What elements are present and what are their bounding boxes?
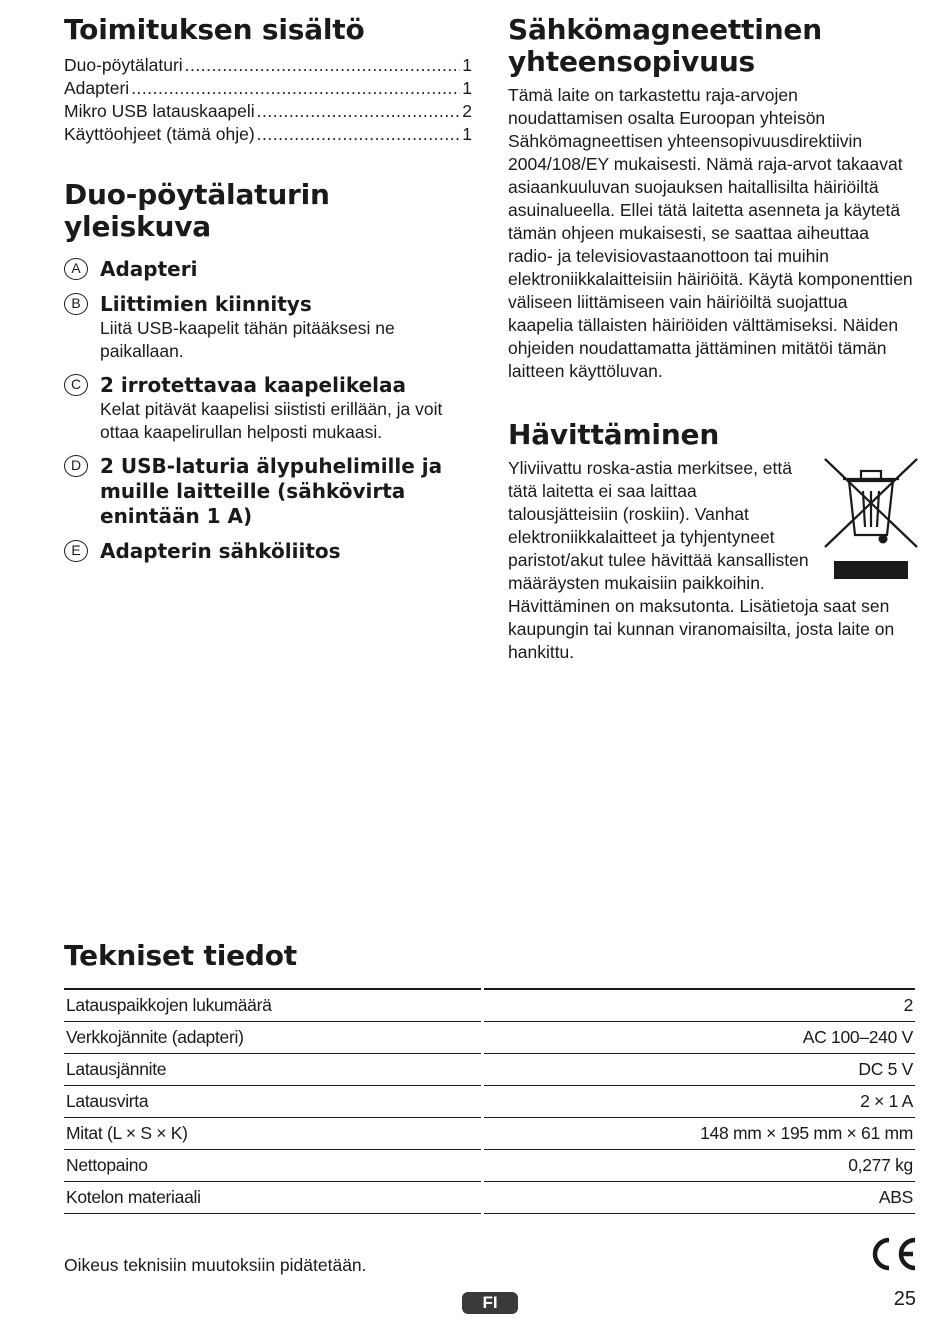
disposal-text: Yliviivattu roska-astia merkitsee, että tätä laitetta ei saa laittaa talousjätteisiin (roskiin). Vanhat elektroniikkalaitteet ja tyhjentyneet paristot/akut tulee hävittää kansallisten määräysten mukaisiin paikkoihin. Hävittäminen on maksutonta. Lisätietoja saat sen kaupungin tai kunnan viranomaisilta, josta laite on hankittu. — [508, 458, 895, 662]
spec-value: ABS — [482, 1182, 915, 1214]
letter-badge: A — [64, 258, 88, 280]
overview-item-title: Adapteri — [100, 257, 198, 281]
overview-item-e — [64, 539, 472, 564]
table-row — [64, 1182, 915, 1214]
spec-key: Verkkojännite (adapteri) — [64, 1022, 482, 1054]
overview-item-title: Adapterin sähköliitos — [100, 539, 341, 563]
spec-value: DC 5 V — [482, 1054, 915, 1086]
spec-key: Latausvirta — [64, 1086, 482, 1118]
contents-item — [64, 77, 472, 100]
tech-section — [64, 940, 915, 1214]
table-row — [64, 1022, 915, 1054]
letter-badge: C — [64, 374, 88, 396]
overview-item-desc: Liitä USB-kaapelit tähän pitääksesi ne paikallaan. — [100, 318, 395, 361]
overview-item-title: 2 USB-laturia älypuhelimille ja muille laitteille (sähkövirta enintään 1 A) — [100, 454, 443, 528]
disposal-title: Hävittäminen — [508, 418, 720, 451]
contents-item-label: Duo-pöytälaturi — [64, 55, 183, 75]
leader-dots — [257, 100, 461, 123]
spec-key: Nettopaino — [64, 1150, 482, 1182]
overview-item-d — [64, 454, 472, 529]
contents-item-label: Mikro USB latauskaapeli — [64, 101, 255, 121]
emc-text: Tämä laite on tarkastettu raja-arvojen noudattamisen osalta Euroopan yhteisön Sähkömagneettisen yhteensopivuusdirektiivin 2004/108/EY mukaisesti. Nämä raja-arvot takaavat asiaankuuluvan suojauksen haitallisilta häiriöiltä asuinalueella. Ellei tätä laitetta asenneta ja käytetä tämän ohjeen mukaisesti, se saattaa aiheuttaa radio- ja televisiovastaanottoon tai muihin elektroniikkalaitteisiin häiriöitä. Käytä komponenttien väliseen liittämiseen vain häiriöiltä suojattua kaapelia tällaisten häiriöiden välttämiseksi. Näiden ohjeiden noudattamatta jättäminen mitätöi tämän laitteen käyttöluvan. — [508, 85, 913, 381]
contents-item-qty: 1 — [462, 78, 472, 98]
contents-list — [64, 54, 472, 146]
ce-mark-icon — [866, 1236, 918, 1272]
spec-key: Mitat (L × S × K) — [64, 1118, 482, 1150]
page-number: 25 — [893, 1288, 916, 1310]
crossed-bin-icon — [821, 455, 921, 585]
spec-key: Latausjännite — [64, 1054, 482, 1086]
spec-value: 2 — [482, 989, 915, 1022]
spec-value: 148 mm × 195 mm × 61 mm — [482, 1118, 915, 1150]
language-badge: FI — [462, 1292, 518, 1314]
spec-value: 0,277 kg — [482, 1150, 915, 1182]
overview-item-title: Liittimien kiinnitys — [100, 292, 312, 316]
disposal-section — [508, 457, 913, 664]
spec-table — [64, 988, 915, 1214]
contents-item-qty: 1 — [462, 124, 472, 144]
table-row — [64, 1150, 915, 1182]
letter-badge: B — [64, 293, 88, 315]
contents-title: Toimituksen sisältö — [64, 13, 365, 46]
contents-item — [64, 123, 472, 146]
table-row — [64, 1086, 915, 1118]
overview-item-desc: Kelat pitävät kaapelisi siististi erillään, ja voit ottaa kaapelirullan helposti mukaasi. — [100, 399, 443, 442]
leader-dots — [185, 54, 461, 77]
right-column — [508, 14, 913, 664]
emc-title: Sähkömagneettinen yhteensopivuus — [508, 13, 822, 78]
spec-value: 2 × 1 A — [482, 1086, 915, 1118]
contents-item — [64, 100, 472, 123]
overview-title: Duo-pöytälaturin yleiskuva — [64, 178, 330, 243]
table-row — [64, 989, 915, 1022]
overview-list — [64, 257, 472, 564]
letter-badge: E — [64, 540, 88, 562]
table-row — [64, 1054, 915, 1086]
overview-item-c — [64, 373, 472, 444]
footer-note: Oikeus teknisiin muutoksiin pidätetään. — [64, 1255, 367, 1275]
contents-item-label: Käyttöohjeet (tämä ohje) — [64, 124, 255, 144]
leader-dots — [257, 123, 461, 146]
overview-item-a — [64, 257, 472, 282]
contents-item-qty: 1 — [462, 55, 472, 75]
leader-dots — [131, 77, 460, 100]
overview-item-b — [64, 292, 472, 363]
bin-underline-bar — [834, 561, 908, 579]
contents-item-label: Adapteri — [64, 78, 130, 98]
contents-item — [64, 54, 472, 77]
overview-item-title: 2 irrotettavaa kaapelikelaa — [100, 373, 406, 397]
tech-title: Tekniset tiedot — [64, 939, 297, 972]
left-column — [64, 14, 472, 574]
table-row — [64, 1118, 915, 1150]
spec-value: AC 100–240 V — [482, 1022, 915, 1054]
spec-key: Kotelon materiaali — [64, 1182, 482, 1214]
contents-item-qty: 2 — [462, 101, 472, 121]
letter-badge: D — [64, 455, 88, 477]
spec-key: Latauspaikkojen lukumäärä — [64, 989, 482, 1022]
